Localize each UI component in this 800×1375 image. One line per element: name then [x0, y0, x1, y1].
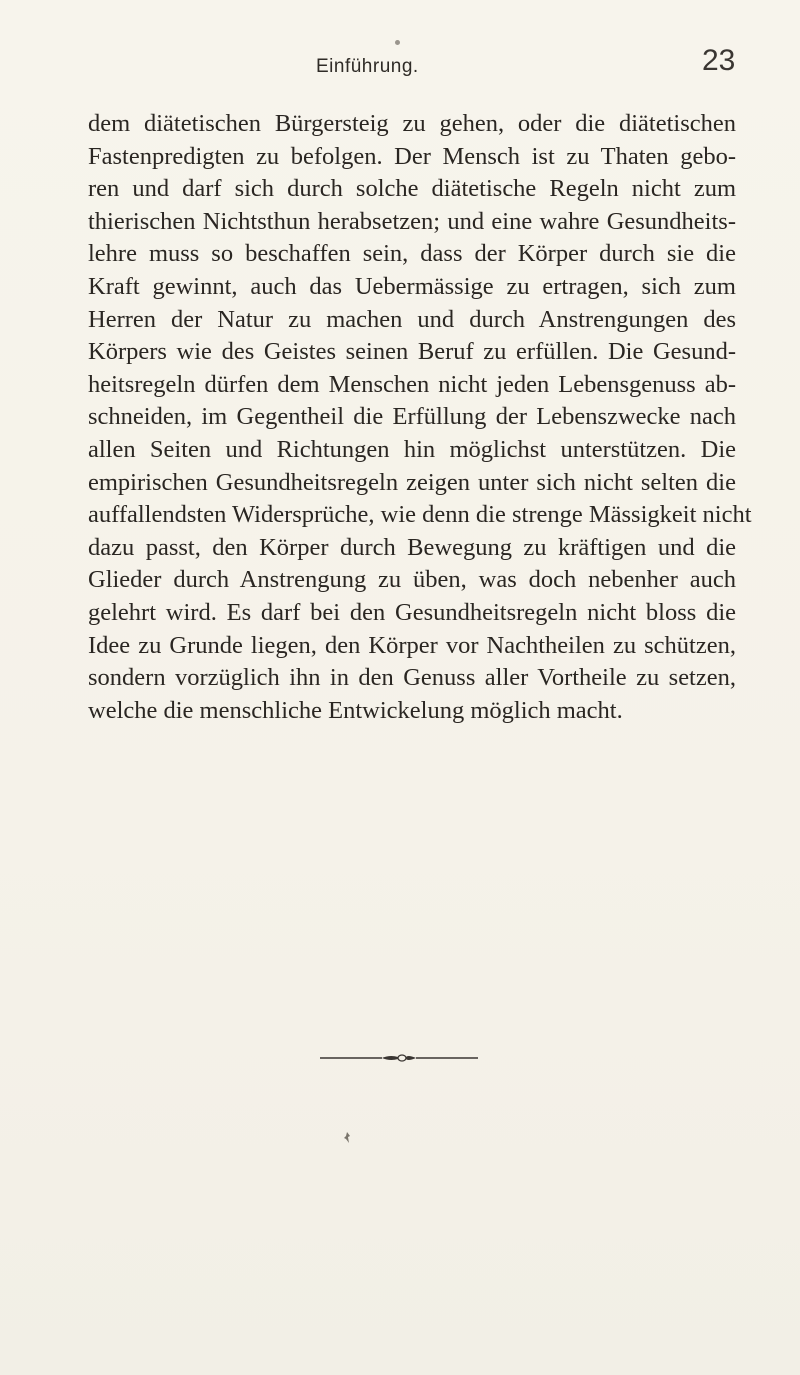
header-speck — [395, 40, 400, 45]
text-line: sondern vorzüglich ihn in den Genuss aller Vortheile zu setzen, — [88, 664, 736, 692]
text-line: dazu passt, den Körper durch Bewegung zu kräftigen und die — [88, 533, 736, 561]
text-line: empirischen Gesundheitsregeln zeigen unter sich nicht selten die — [88, 468, 736, 496]
text-line: allen Seiten und Richtungen hin möglichst unterstützen. Die — [88, 435, 736, 463]
page-header — [0, 18, 800, 78]
text-line: schneiden, im Gegentheil die Erfüllung der Lebenszwecke nach — [88, 403, 736, 431]
text-line: ren und darf sich durch solche diätetische Regeln nicht zum — [88, 175, 736, 203]
text-line: heitsregeln dürfen dem Menschen nicht jeden Lebensgenuss ab- — [88, 370, 736, 398]
text-line: Idee zu Grunde liegen, den Körper vor Nachtheilen zu schützen, — [88, 631, 736, 659]
page-number: 23 — [702, 44, 736, 77]
ornament-rule-icon — [320, 1053, 478, 1063]
text-line: thierischen Nichtsthun herabsetzen; und eine wahre Gesundheits- — [88, 207, 736, 235]
running-head: Einführung. — [316, 56, 419, 77]
section-end-ornament — [320, 1053, 478, 1063]
text-line: auffallendsten Widersprüche, wie denn die strenge Mässigkeit nicht — [88, 501, 752, 529]
text-line: gelehrt wird. Es darf bei den Gesundheitsregeln nicht bloss die — [88, 598, 736, 626]
text-line: Fastenpredigten zu befolgen. Der Mensch ist zu Thaten gebo- — [88, 142, 736, 170]
text-line: Glieder durch Anstrengung zu üben, was doch nebenher auch — [88, 566, 736, 594]
body-paragraph — [88, 108, 752, 727]
text-line: Körpers wie des Geistes seinen Beruf zu erfüllen. Die Gesund- — [88, 338, 736, 366]
text-line: dem diätetischen Bürgersteig zu gehen, oder die diätetischen — [88, 110, 736, 137]
text-line: Herren der Natur zu machen und durch Anstrengungen des — [88, 305, 736, 333]
paper-speck-icon — [343, 1132, 351, 1144]
text-line: Kraft gewinnt, auch das Uebermässige zu ertragen, sich zum — [88, 272, 736, 300]
text-line: welche die menschliche Entwickelung möglich macht. — [88, 696, 623, 724]
text-line: lehre muss so beschaffen sein, dass der Körper durch sie die — [88, 240, 736, 268]
